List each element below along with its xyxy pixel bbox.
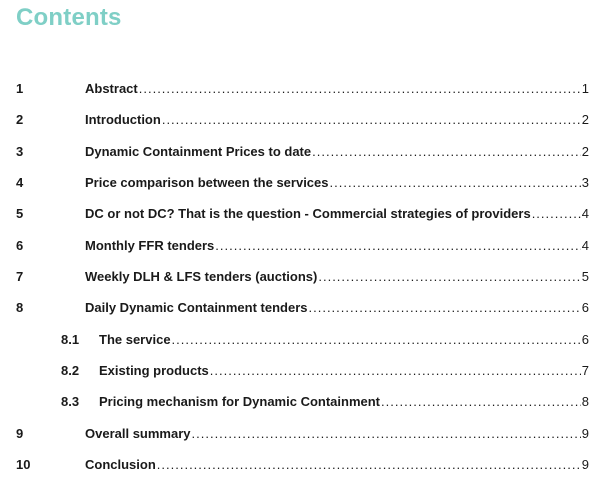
toc-entry-page: 3: [581, 175, 589, 190]
toc-entry-title: Overall summary: [85, 426, 191, 441]
toc-entry-page: 8: [581, 394, 589, 409]
dot-leader: [381, 392, 581, 412]
toc-entry-line: [85, 455, 589, 475]
toc-entry-title: DC or not DC? That is the question - Commercial strategies of providers: [85, 206, 531, 221]
toc-entry-page: 7: [581, 363, 589, 378]
toc-entry-page: 9: [581, 457, 589, 472]
toc-entry-line: [85, 267, 589, 287]
dot-leader: [532, 204, 581, 224]
toc-entry-line: [85, 110, 589, 130]
toc-entry-number: 2: [16, 112, 24, 127]
toc-entry-abstract[interactable]: [0, 79, 602, 99]
toc-entry-overall-summary[interactable]: [0, 424, 602, 444]
toc-entry-pricing-mechanism[interactable]: [0, 392, 602, 412]
toc-entry-title: Weekly DLH & LFS tenders (auctions): [85, 269, 318, 284]
toc-entry-introduction[interactable]: [0, 110, 602, 130]
dot-leader: [162, 110, 581, 130]
toc-entry-conclusion[interactable]: [0, 455, 602, 475]
toc-entry-page: 5: [581, 269, 589, 284]
toc-entry-line: [99, 392, 589, 412]
toc-entry-title: Pricing mechanism for Dynamic Containment: [99, 394, 381, 409]
toc-entry-existing-products[interactable]: [0, 361, 602, 381]
toc-entry-number: 7: [16, 269, 24, 284]
toc-entry-number: 5: [16, 206, 24, 221]
toc-heading: Contents: [16, 4, 122, 31]
toc-entry-title: Dynamic Containment Prices to date: [85, 144, 312, 159]
toc-entry-page: 2: [581, 112, 589, 127]
toc-entry-line: [85, 236, 589, 256]
toc-entry-title: Monthly FFR tenders: [85, 238, 215, 253]
toc-entry-number: 4: [16, 175, 24, 190]
toc-entry-line: [99, 361, 589, 381]
toc-entry-number: 8.3: [61, 394, 80, 409]
toc-entry-number: 6: [16, 238, 24, 253]
toc-entry-number: 9: [16, 426, 24, 441]
toc-entry-daily-dc-tenders[interactable]: [0, 298, 602, 318]
dot-leader: [330, 173, 581, 193]
toc-entry-weekly-dlh-lfs[interactable]: [0, 267, 602, 287]
toc-entry-line: [85, 204, 589, 224]
toc-entry-line: [85, 298, 589, 318]
toc-entry-page: 4: [581, 206, 589, 221]
dot-leader: [312, 142, 581, 162]
toc-entry-title: Existing products: [99, 363, 209, 378]
dot-leader: [309, 298, 581, 318]
toc-entry-number: 10: [16, 457, 31, 472]
toc-entry-dynamic-containment-prices[interactable]: [0, 142, 602, 162]
toc-entry-line: [85, 424, 589, 444]
dot-leader: [192, 424, 581, 444]
dot-leader: [210, 361, 581, 381]
toc-entry-number: 1: [16, 81, 24, 96]
toc-entry-page: 2: [581, 144, 589, 159]
toc-entry-price-comparison[interactable]: [0, 173, 602, 193]
dot-leader: [215, 236, 580, 256]
toc-entry-line: [85, 142, 589, 162]
toc-entry-number: 8.1: [61, 332, 80, 347]
toc-entry-monthly-ffr[interactable]: [0, 236, 602, 256]
toc-entry-number: 3: [16, 144, 24, 159]
toc-entry-page: 6: [581, 332, 589, 347]
toc-entry-page: 4: [581, 238, 589, 253]
toc-entry-title: The service: [99, 332, 171, 347]
toc-entry-title: Abstract: [85, 81, 138, 96]
toc-entry-title: Daily Dynamic Containment tenders: [85, 300, 308, 315]
toc-entry-title: Conclusion: [85, 457, 156, 472]
toc-entry-line: [85, 79, 589, 99]
toc-entry-title: Introduction: [85, 112, 161, 127]
toc-entry-line: [99, 330, 589, 350]
dot-leader: [318, 267, 580, 287]
dot-leader: [172, 330, 581, 350]
toc-entry-dc-or-not-dc[interactable]: [0, 204, 602, 224]
toc-entry-number: 8.2: [61, 363, 80, 378]
dot-leader: [139, 79, 581, 99]
toc-entry-title: Price comparison between the services: [85, 175, 329, 190]
toc-entry-page: 1: [581, 81, 589, 96]
dot-leader: [157, 455, 581, 475]
toc-entry-line: [85, 173, 589, 193]
toc-entry-page: 9: [581, 426, 589, 441]
toc-entry-number: 8: [16, 300, 24, 315]
toc-entry-page: 6: [581, 300, 589, 315]
toc-entry-the-service[interactable]: [0, 330, 602, 350]
